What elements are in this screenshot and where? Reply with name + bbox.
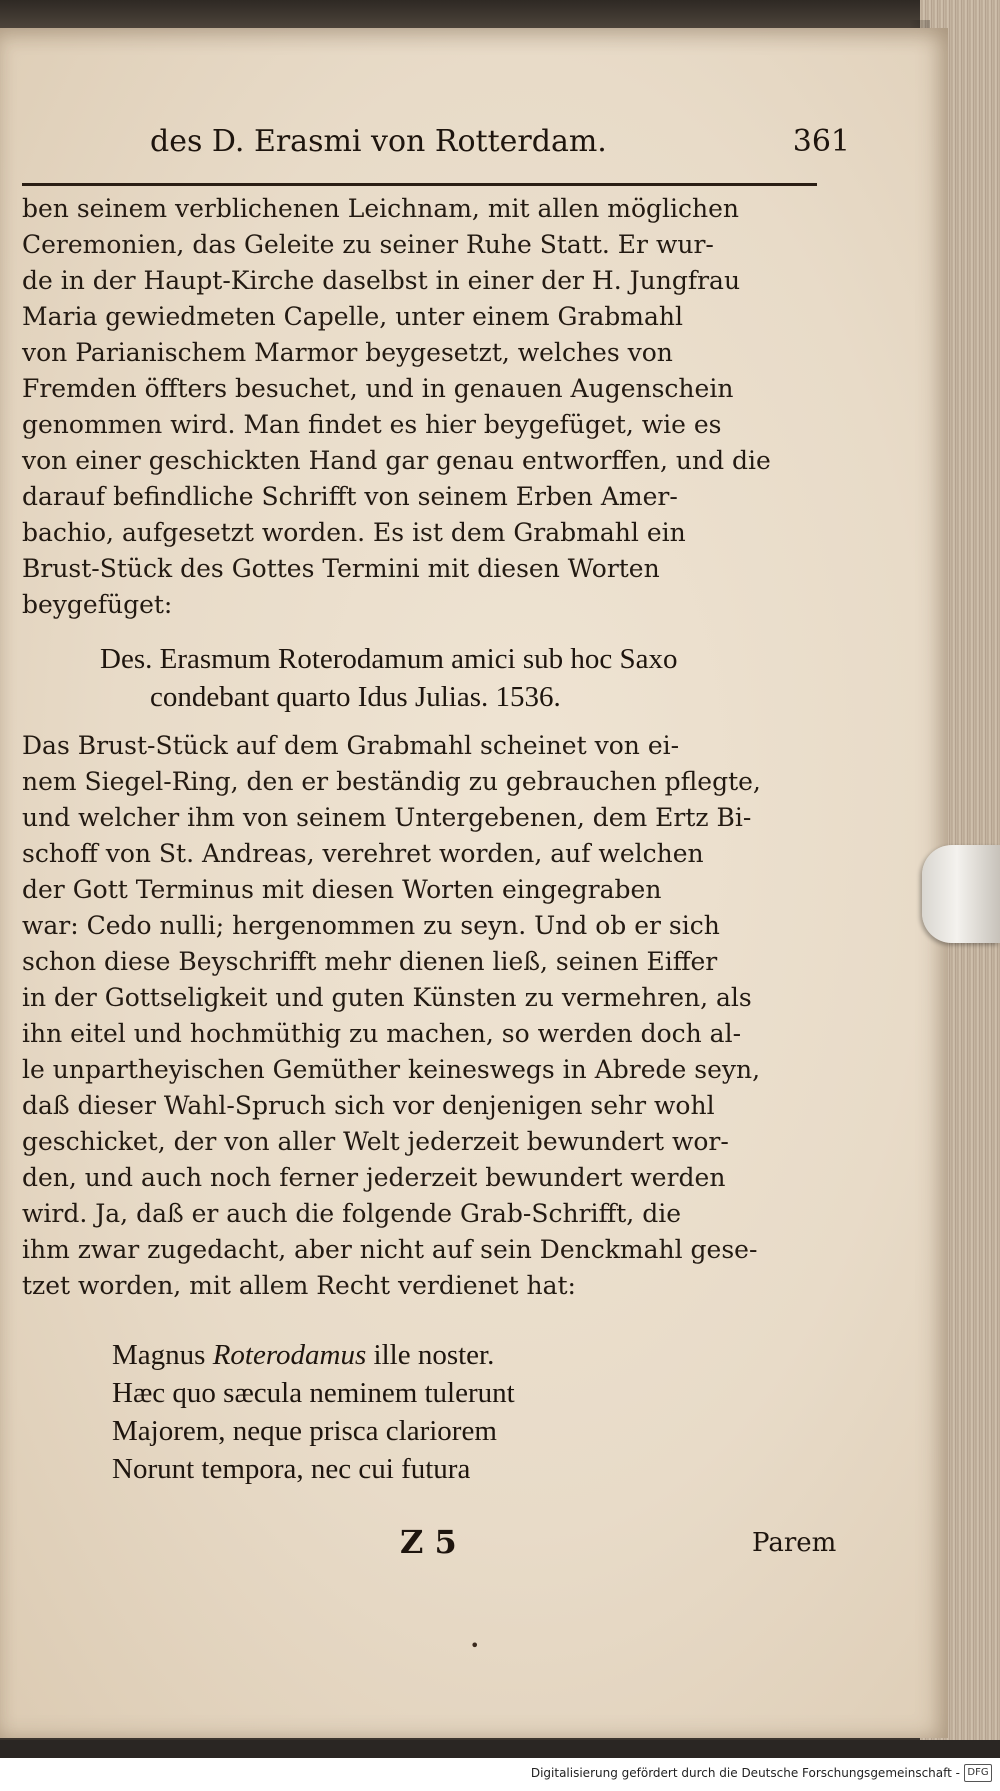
book-page (0, 28, 948, 1738)
poem-text: Magnus (112, 1339, 213, 1371)
header-rule (22, 183, 817, 186)
bookmark-tab (922, 845, 1000, 943)
dfg-logo-icon: DFG (964, 1764, 992, 1782)
text-line: ben seinem verblichenen Leichnam, mit allen möglichen (22, 194, 740, 223)
poem-line: Norunt tempora, nec cui futura (112, 1453, 471, 1485)
text-line: schoff von St. Andreas, verehret worden, auf welchen (22, 839, 704, 868)
text-line: bachio, aufgesetzt worden. Es ist dem Grabmahl ein (22, 518, 686, 547)
text-line: der Gott Terminus mit diesen Worten eingegraben (22, 875, 662, 904)
text-line: beygefüget: (22, 590, 173, 619)
text-line: wird. Ja, daß er auch die folgende Grab-Schrifft, die (22, 1199, 681, 1228)
text-line: daß dieser Wahl-Spruch sich vor denjenigen sehr wohl (22, 1091, 715, 1120)
text-line: von Parianischem Marmor beygesetzt, welches von (22, 338, 673, 367)
text-line: in der Gottseligkeit und guten Künsten zu vermehren, als (22, 983, 752, 1012)
text-line: Brust-Stück des Gottes Termini mit diesen Worten (22, 554, 660, 583)
text-line: ihn eitel und hochmüthig zu machen, so werden doch al- (22, 1019, 742, 1048)
text-line: Fremden öffters besuchet, und in genauen Augenschein (22, 374, 734, 403)
inscription-line: Des. Erasmum Roterodamum amici sub hoc Saxo (100, 643, 678, 675)
latin-inscription (100, 640, 860, 716)
paper-speck: • (470, 1636, 480, 1655)
poem-line (112, 1336, 515, 1374)
text-line: war: Cedo nulli; hergenommen zu seyn. Und ob er sich (22, 911, 720, 940)
poem-line: Hæc quo sæcula neminem tulerunt (112, 1377, 515, 1409)
text-line: schon diese Beyschrifft mehr dienen ließ, seinen Eiffer (22, 947, 718, 976)
poem-line: Majorem, neque prisca clariorem (112, 1415, 497, 1447)
footer-bar (0, 1758, 1000, 1791)
text-line: nem Siegel-Ring, den er beständig zu gebrauchen pflegte, (22, 767, 761, 796)
text-line: Ceremonien, das Geleite zu seiner Ruhe Statt. Er wur- (22, 230, 714, 259)
signature-mark: Z 5 (400, 1523, 457, 1561)
epitaph-poem (112, 1336, 515, 1488)
text-line: und welcher ihm von seinem Untergebenen, dem Ertz Bi- (22, 803, 752, 832)
text-line: den, und auch noch ferner jederzeit bewundert werden (22, 1163, 726, 1192)
text-line: ihm zwar zugedacht, aber nicht auf sein Denckmahl gese- (22, 1235, 758, 1264)
text-line: genommen wird. Man findet es hier beygefüget, wie es (22, 410, 722, 439)
footer-credit: Digitalisierung gefördert durch die Deutsche Forschungsgemeinschaft - (530, 1766, 960, 1780)
text-line: tzet worden, mit allem Recht verdienet hat: (22, 1271, 576, 1300)
catchword: Parem (752, 1528, 837, 1558)
poem-text: ille noster. (366, 1339, 495, 1371)
body-paragraph-1 (22, 191, 832, 623)
text-line: darauf befindliche Schrifft von seinem Erben Amer- (22, 482, 678, 511)
running-title: des D. Erasmi von Rotterdam. (150, 124, 607, 159)
page-number: 361 (792, 124, 850, 159)
text-line: Das Brust-Stück auf dem Grabmahl scheinet von ei- (22, 731, 680, 760)
inscription-line: condebant quarto Idus Julias. 1536. (150, 681, 561, 713)
poem-italic-name: Roterodamus (212, 1339, 367, 1371)
text-line: le unpartheyischen Gemüther keineswegs in Abrede seyn, (22, 1055, 761, 1084)
text-line: geschicket, der von aller Welt jederzeit bewundert wor- (22, 1127, 729, 1156)
body-paragraph-2 (22, 728, 832, 1304)
text-line: de in der Haupt-Kirche daselbst in einer der H. Jungfrau (22, 266, 741, 295)
text-line: Maria gewiedmeten Capelle, unter einem Grabmahl (22, 302, 684, 331)
text-line: von einer geschickten Hand gar genau entworffen, und die (22, 446, 771, 475)
